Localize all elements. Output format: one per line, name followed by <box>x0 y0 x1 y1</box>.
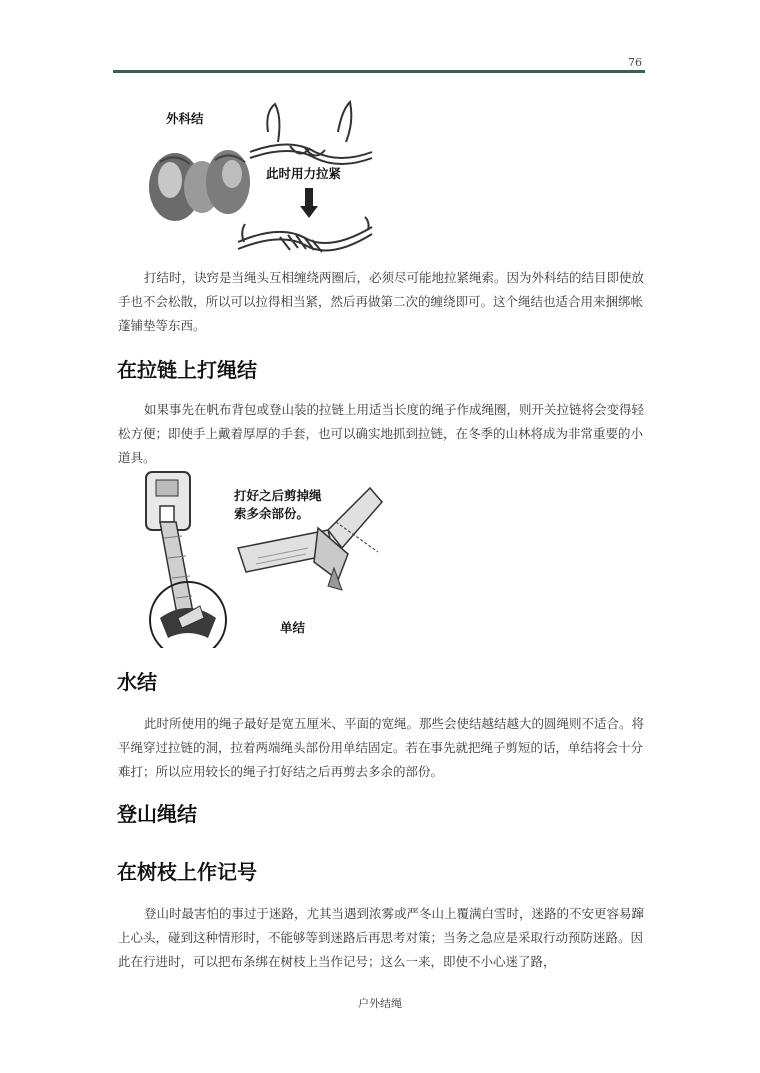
page-number: 76 <box>628 56 642 69</box>
loose-knot-drawing <box>250 102 372 164</box>
surgeon-knot-figure <box>140 92 380 267</box>
pull-tight-label: 此时用力拉紧 <box>266 166 342 181</box>
tight-knot-drawing <box>238 217 372 252</box>
cut-excess-label-line2: 索多余部份。 <box>234 506 310 521</box>
heading-branch-marker: 在树枝上作记号 <box>117 860 257 884</box>
knot-photo <box>149 150 250 221</box>
zipper-pull-drawing <box>146 472 226 648</box>
surgeon-knot-label: 外科结 <box>166 111 204 126</box>
paragraph-surgeon-knot: 打结时，诀窍是当绳头互相缠绕两圈后，必须尽可能地拉紧绳索。因为外科结的结目即使放手也不会松散，所以可以拉得相当紧，然后再做第二次的缠绕即可。这个绳结也适合用来捆绑帐蓬铺垫等东西。 <box>118 270 645 333</box>
heading-climbing-knots: 登山绳结 <box>117 802 197 826</box>
overhand-knot-label: 单结 <box>280 620 306 635</box>
heading-water-knot: 水结 <box>117 670 157 694</box>
page-footer: 户外结绳 <box>358 997 402 1010</box>
paragraph-branch-marker: 登山时最害怕的事过于迷路，尤其当遇到浓雾或严冬山上覆满白雪时，迷路的不安更容易蹿上心头，碰到这种情形时，不能够等到迷路后再思考对策；当务之急应是采取行动预防迷路。因此在行进时，可以把布条绑在树枝上当作记号；这么一来，即使不小心迷了路， <box>118 906 645 969</box>
down-arrow-icon <box>300 188 318 218</box>
paragraph-water-knot: 此时所使用的绳子最好是宽五厘米、平面的宽绳。那些会使结越结越大的圆绳则不适合。将平绳穿过拉链的洞，拉着两端绳头部份用单结固定。若在事先就把绳子剪短的话，单结将会十分难打；所以应用较长的绳子打好结之后再剪去多余的部份。 <box>118 716 645 779</box>
header-rule <box>113 70 645 73</box>
cut-excess-label-line1: 打好之后剪掉绳 <box>234 488 322 503</box>
paragraph-zipper-knot: 如果事先在帆布背包或登山装的拉链上用适当长度的绳子作成绳圈，则开关拉链将会变得轻松方便；即使手上戴着厚厚的手套，也可以确实地抓到拉链，在冬季的山林将成为非常重要的小道具。 <box>118 402 645 465</box>
zipper-knot-figure <box>138 468 388 648</box>
heading-zipper-knot: 在拉链上打绳结 <box>117 358 257 382</box>
